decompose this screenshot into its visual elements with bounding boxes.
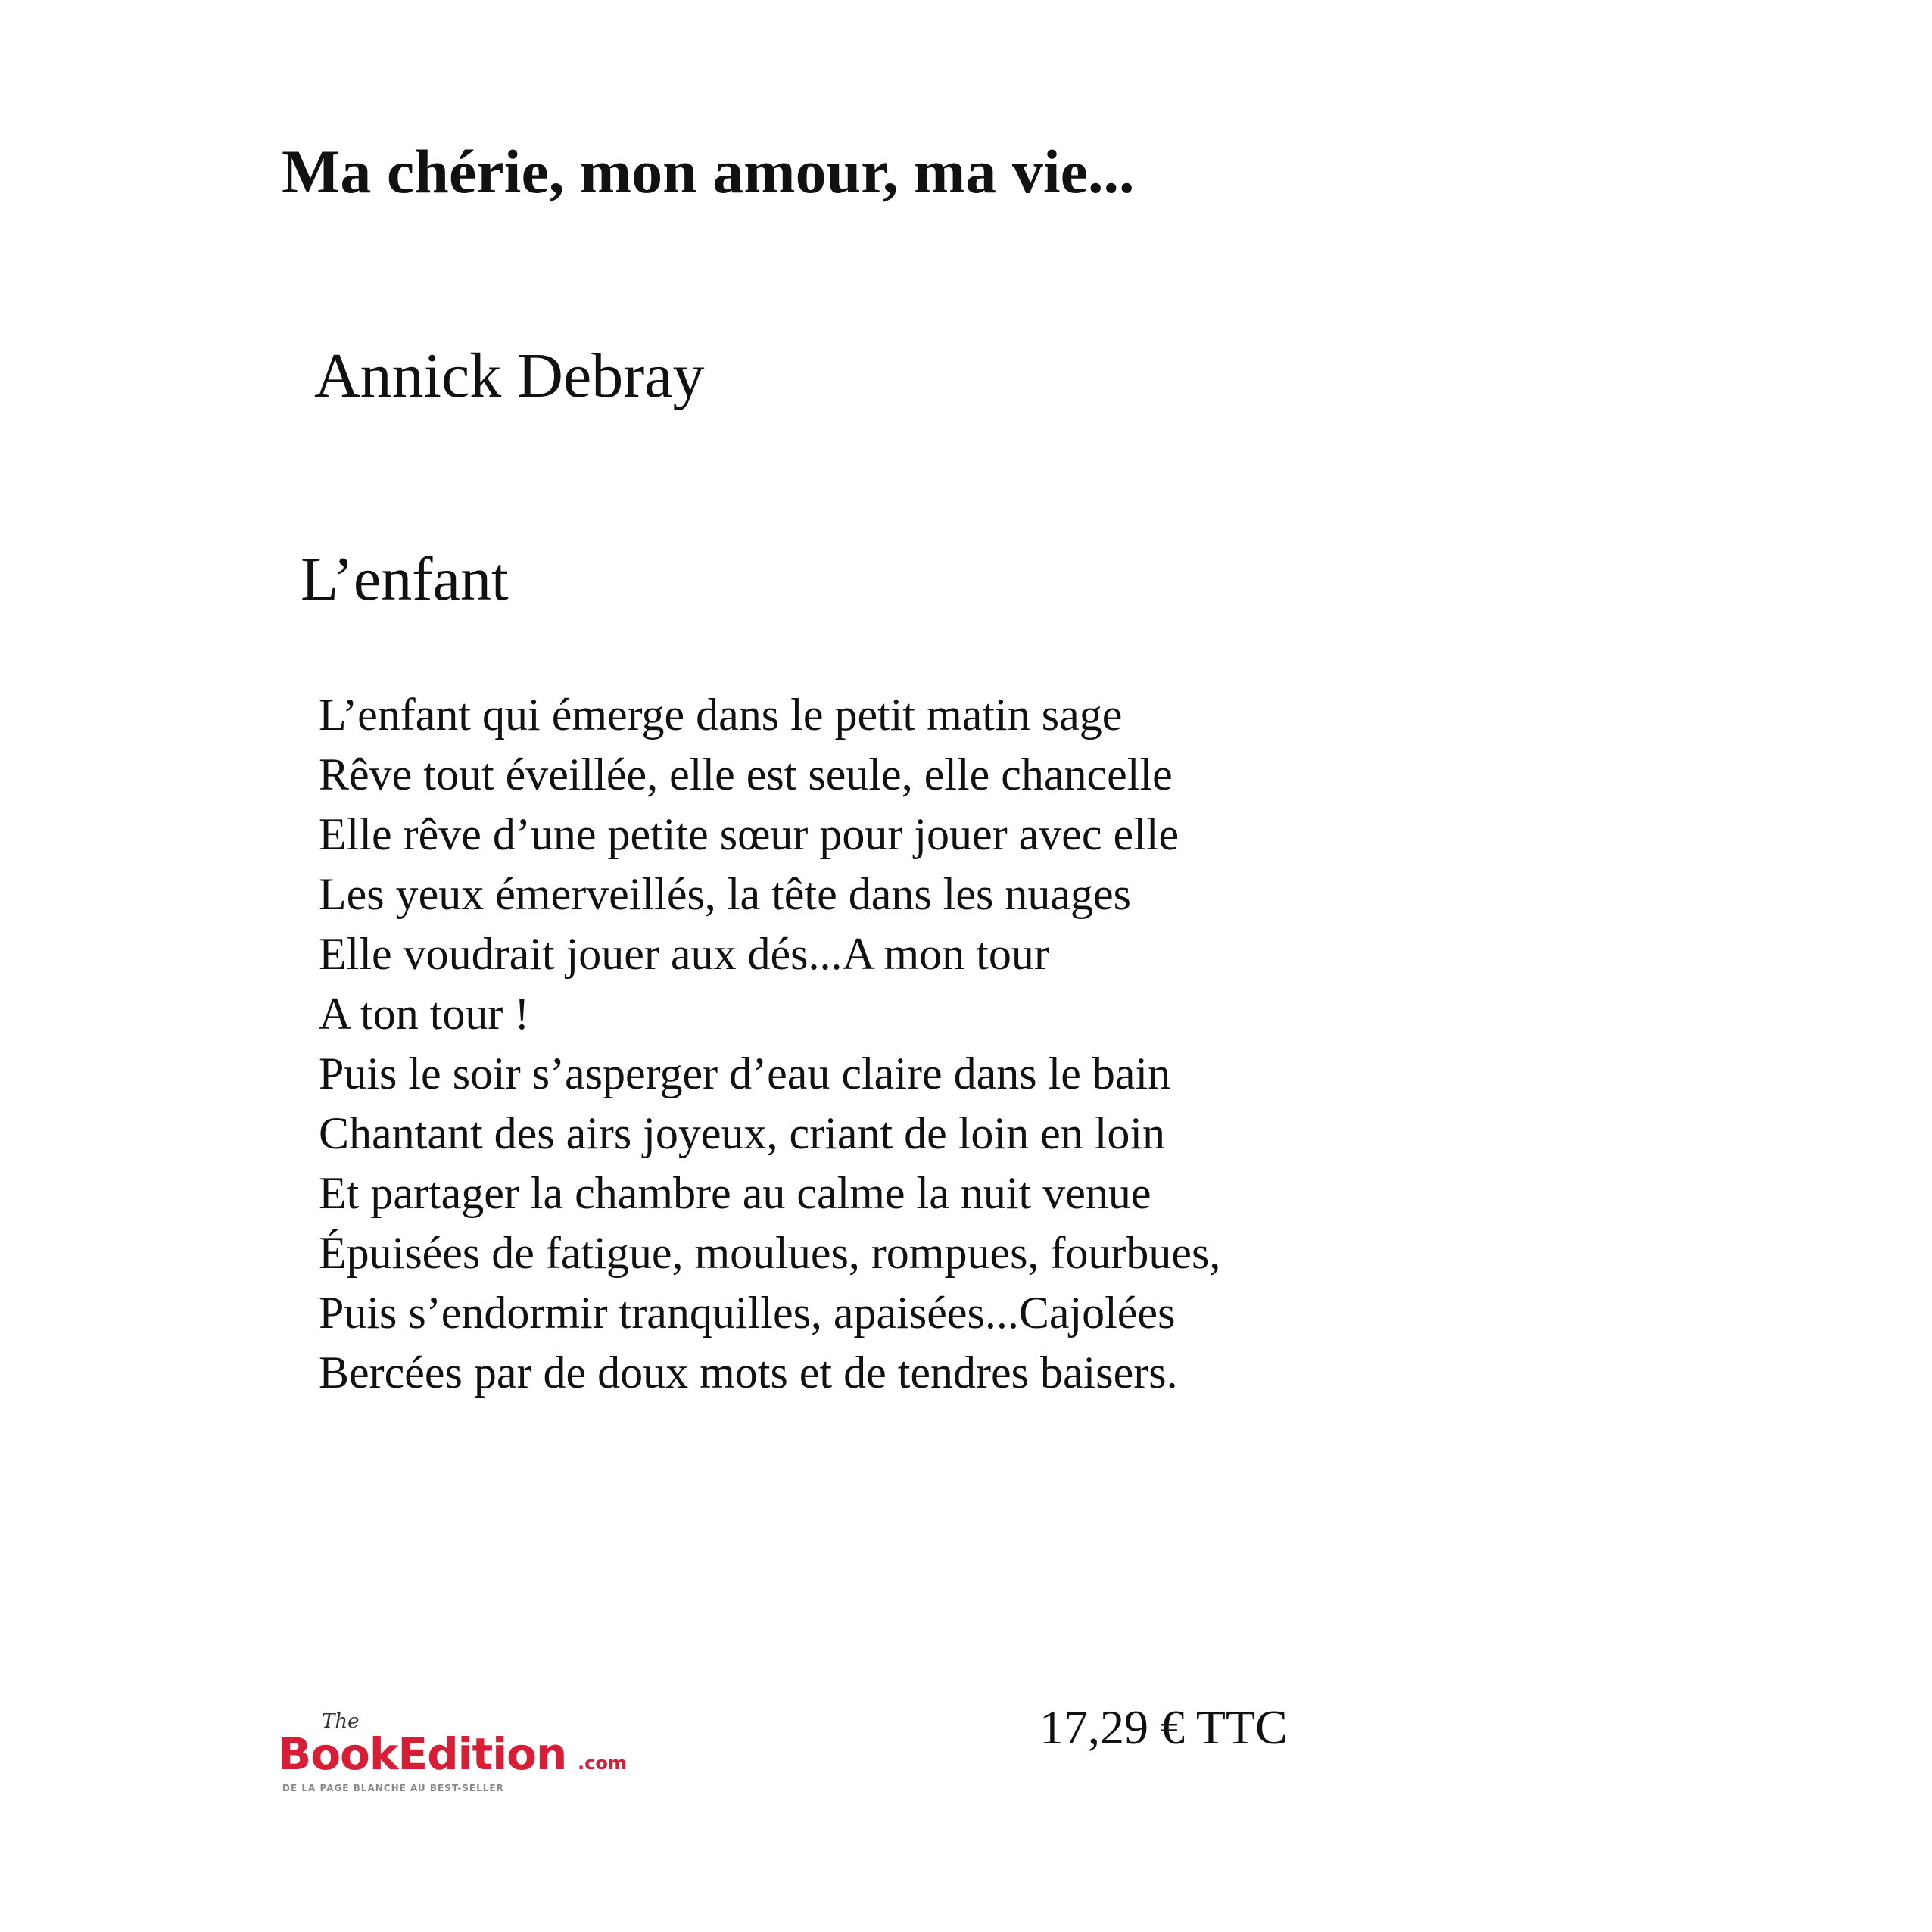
logo-domain-text: .com bbox=[578, 1753, 627, 1774]
poem-line: Elle voudrait jouer aux dés...A mon tour bbox=[319, 929, 1049, 979]
author-name: Annick Debray bbox=[314, 341, 705, 411]
poem-line: A ton tour ! bbox=[319, 989, 530, 1039]
poem-line: Puis le soir s’asperger d’eau claire dans le bain bbox=[319, 1049, 1171, 1098]
poem-line: Et partager la chambre au calme la nuit venue bbox=[319, 1168, 1151, 1218]
poem-title: L’enfant bbox=[301, 544, 509, 613]
publisher-logo bbox=[276, 1706, 647, 1797]
logo-the-text: The bbox=[322, 1710, 360, 1733]
poem-body bbox=[319, 685, 1220, 1403]
poem-line: Rêve tout éveillée, elle est seule, elle chancelle bbox=[319, 749, 1173, 799]
poem-line: Les yeux émerveillés, la tête dans les nuages bbox=[319, 869, 1131, 919]
price-label: 17,29 € TTC bbox=[1039, 1700, 1288, 1754]
poem-line: Épuisées de fatigue, moulues, rompues, fourbues, bbox=[319, 1228, 1221, 1278]
logo-name-text: BookEdition bbox=[278, 1728, 567, 1780]
poem-line: Chantant des airs joyeux, criant de loin en loin bbox=[319, 1108, 1166, 1158]
logo-tagline-text: DE LA PAGE BLANCHE AU BEST-SELLER bbox=[282, 1783, 504, 1793]
poem-line: L’enfant qui émerge dans le petit matin sage bbox=[319, 690, 1123, 740]
book-title: Ma chérie, mon amour, ma vie... bbox=[282, 137, 1135, 206]
poem-line: Puis s’endormir tranquilles, apaisées...Cajolées bbox=[319, 1288, 1176, 1338]
poem-line: Elle rêve d’une petite sœur pour jouer avec elle bbox=[319, 809, 1179, 859]
poem-line: Bercées par de doux mots et de tendres baisers. bbox=[319, 1348, 1178, 1398]
